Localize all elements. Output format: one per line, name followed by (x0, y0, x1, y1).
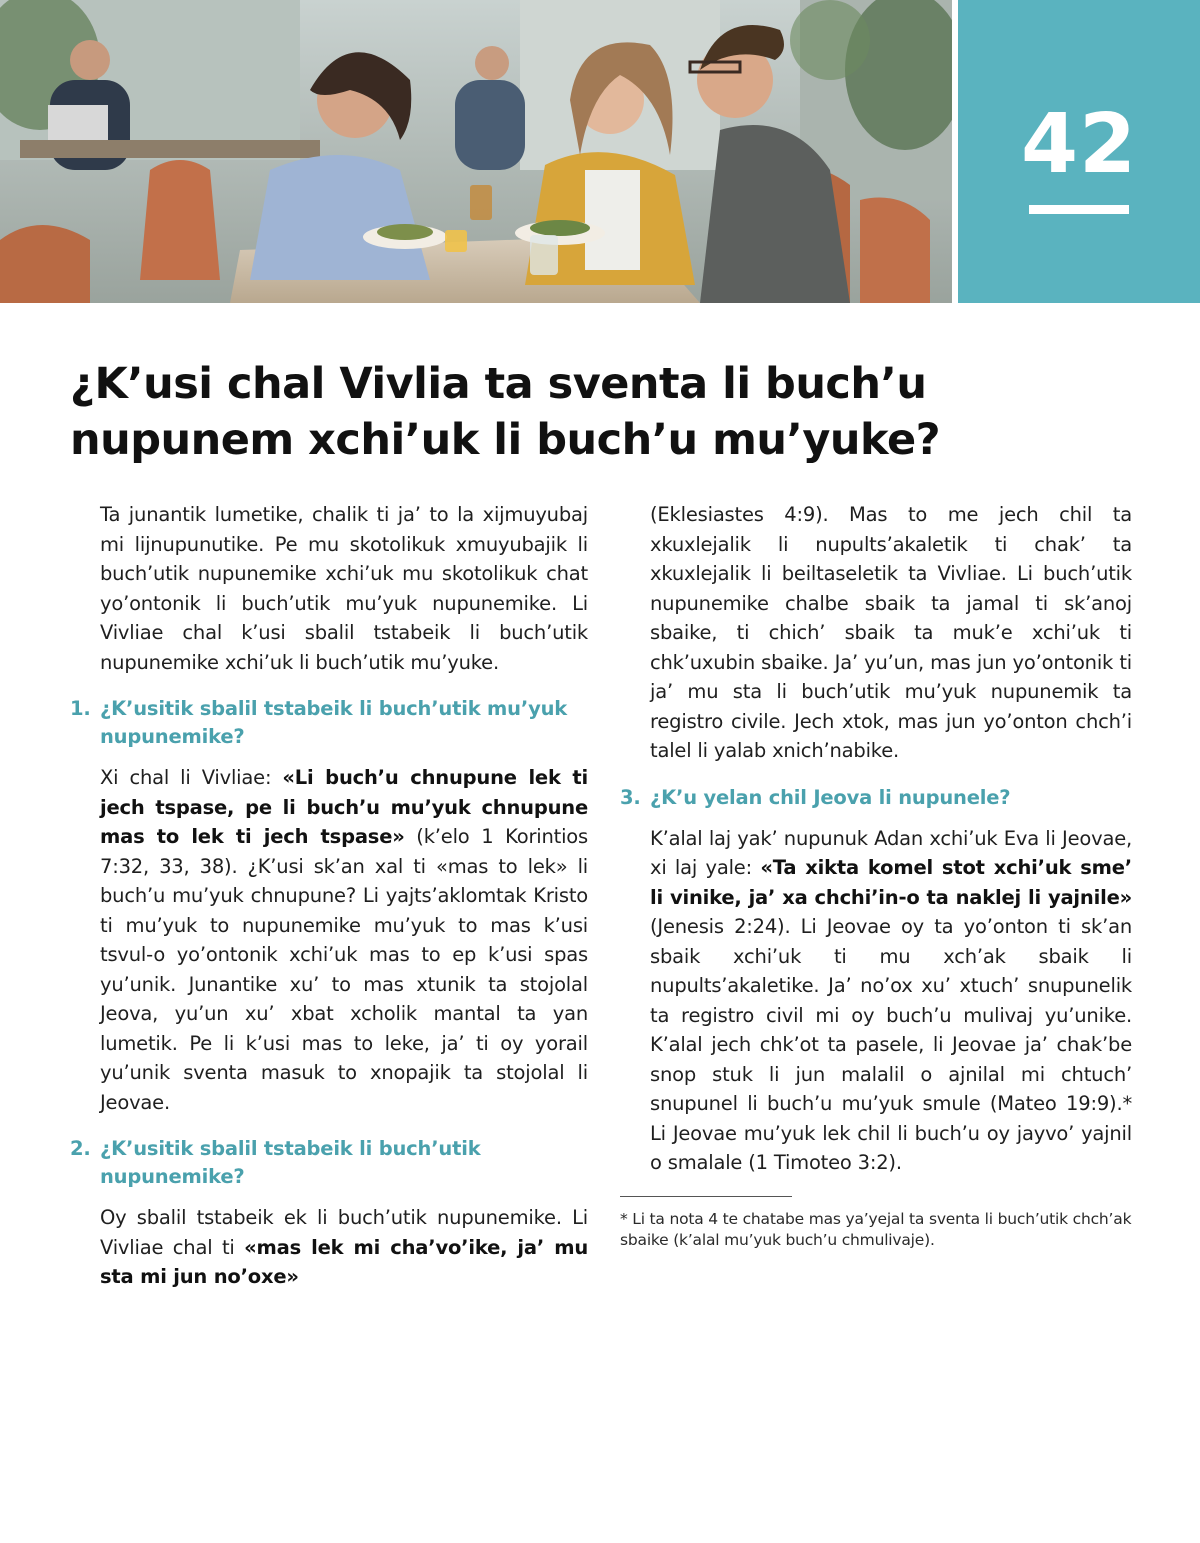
answer-2-lead: Oy sbalil tstabeik ek li buch’utik nupunemike. Li Vivliae chal ti (100, 1206, 588, 1259)
lesson-number-box (958, 0, 1200, 303)
answer-3-lead: K’alal laj yak’ nupunuk Adan xchi’uk Eva li Jeovae, xi laj yale: (650, 826, 1132, 879)
answer-2-quote: «mas lek mi cha’vo’ike, ja’ mu sta mi jun no’oxe» (100, 1235, 589, 1288)
footnote: * Li ta nota 4 te chatabe mas ya’yejal ta sventa li buch’utik chch’ak sbaike (k’alal mu’yuk buch’u chmulivaje). (620, 1209, 1132, 1249)
answer-1-quote: «Li buch’u chnupune lek ti jech tspase, pe li buch’u mu’yuk chnupune mas to lek ti jech tspase» (100, 766, 588, 848)
lesson-number: 42 (1020, 97, 1138, 192)
left-column (70, 500, 588, 1310)
intro-paragraph: Ta junantik lumetike, chalik ti ja’ to la xijmuyubaj mi lijnupunutike. Pe mu skotolikuk xmuyubajik li buch’utik nupunemike xchi’uk mu skotolikuk chat yo’ontonik li buch’utik mu’yuk nupunemike. Li Vivliae chal k’usi sbalil tstabeik li buch’utik nupunemike xchi’uk li buch’utik mu’yuke. (100, 503, 588, 674)
lesson-title: ¿K’usi chal Vivlia ta sventa li buch’u nupunem xchi’uk li buch’u mu’yuke? (70, 359, 941, 465)
answer-1-lead: Xi chal li Vivliae: (100, 766, 283, 789)
answer-2-paragraph (100, 1203, 588, 1292)
question-1-number: 1. (70, 697, 91, 720)
question-2-text: ¿K’usitik sbalil tstabeik li buch’utik nupunemike? (100, 1137, 481, 1188)
footnote-divider (620, 1196, 792, 1197)
right-column (620, 500, 1132, 1251)
question-2 (70, 1135, 588, 1191)
question-2-number: 2. (70, 1137, 91, 1160)
answer-3-paragraph (650, 824, 1132, 1178)
question-3 (620, 784, 1132, 812)
answer-1-rest: (k’elo 1 Korintios 7:32, 33, 38). ¿K’usi sk’an xal ti «mas to lek» li buch’u mu’yuk chnupune? Li yajts’aklomtak Kristo ti mu’yuk to nupunemike mu’yuk to mas k’usi tsvul-o yo’ontonik xchi’uk mas to ep k’usi spas yu’unik. Junantike xu’ to mas xtunik ta stojolal Jeova, yu’un xu’ xbat xcholik mantal ta yan lumetik. Pe li k’usi mas to leke, ja’ ti oy yorail yu’unik sventa masuk to xnopajik ta stojolal li Jeovae. (100, 825, 588, 1114)
header-photo (0, 0, 952, 303)
question-1-text: ¿K’usitik sbalil tstabeik li buch’utik mu’yuk nupunemike? (100, 697, 568, 748)
question-3-number: 3. (620, 785, 641, 809)
answer-3-rest: (Jenesis 2:24). Li Jeovae oy ta yo’onton ti sk’an sbaik xchi’uk ti mu xch’ak sbaik li nupults’akaletike. Ja’ no’ox xu’ xtuch’ snupunelik ta registro civil mi oy buch’u mulivaj yu’unike. K’alal jech chk’ot ta pasele, li Jeovae ja’ chak’be snop stuk li jun malalil o ajnilal mi chtuch’ snupunel li buch’u mu’yuk smule (Mateo 19:9).* Li Jeovae mu’yuk lek chil li buch’u oy jayvo’ yajnil o smalale (1 Timoteo 3:2). (650, 915, 1132, 1174)
question-1 (70, 695, 588, 751)
answer-3-quote: «Ta xikta komel stot xchi’uk sme’ li vinike, ja’ xa chchi’in-o ta naklej li yajnile» (650, 856, 1132, 909)
answer-2-continuation: (Eklesiastes 4:9). Mas to me jech chil ta xkuxlejalik li nupults’akaletik ti chak’ ta xkuxlejalik li beiltaseletik ta Vivliae. Li buch’utik nupunemike chalbe sbaik ta jamal ti sk’anoj sbaike, ti chich’ sbaik ta muk’e xchi’uk ti chk’uxubin sbaike. Ja’ yu’un, mas jun yo’ontonik ti ja’ mu sta li buch’utik mu’yuk nupunemik ta registro civile. Jech xtok, mas jun yo’onton chch’i talel li yalab xnich’nabike. (650, 503, 1132, 762)
cafe-scene-image (0, 0, 952, 303)
question-3-text: ¿K’u yelan chil Jeova li nupunele? (650, 785, 1011, 809)
lesson-number-underline (1029, 205, 1129, 214)
answer-1-paragraph (100, 763, 588, 1117)
